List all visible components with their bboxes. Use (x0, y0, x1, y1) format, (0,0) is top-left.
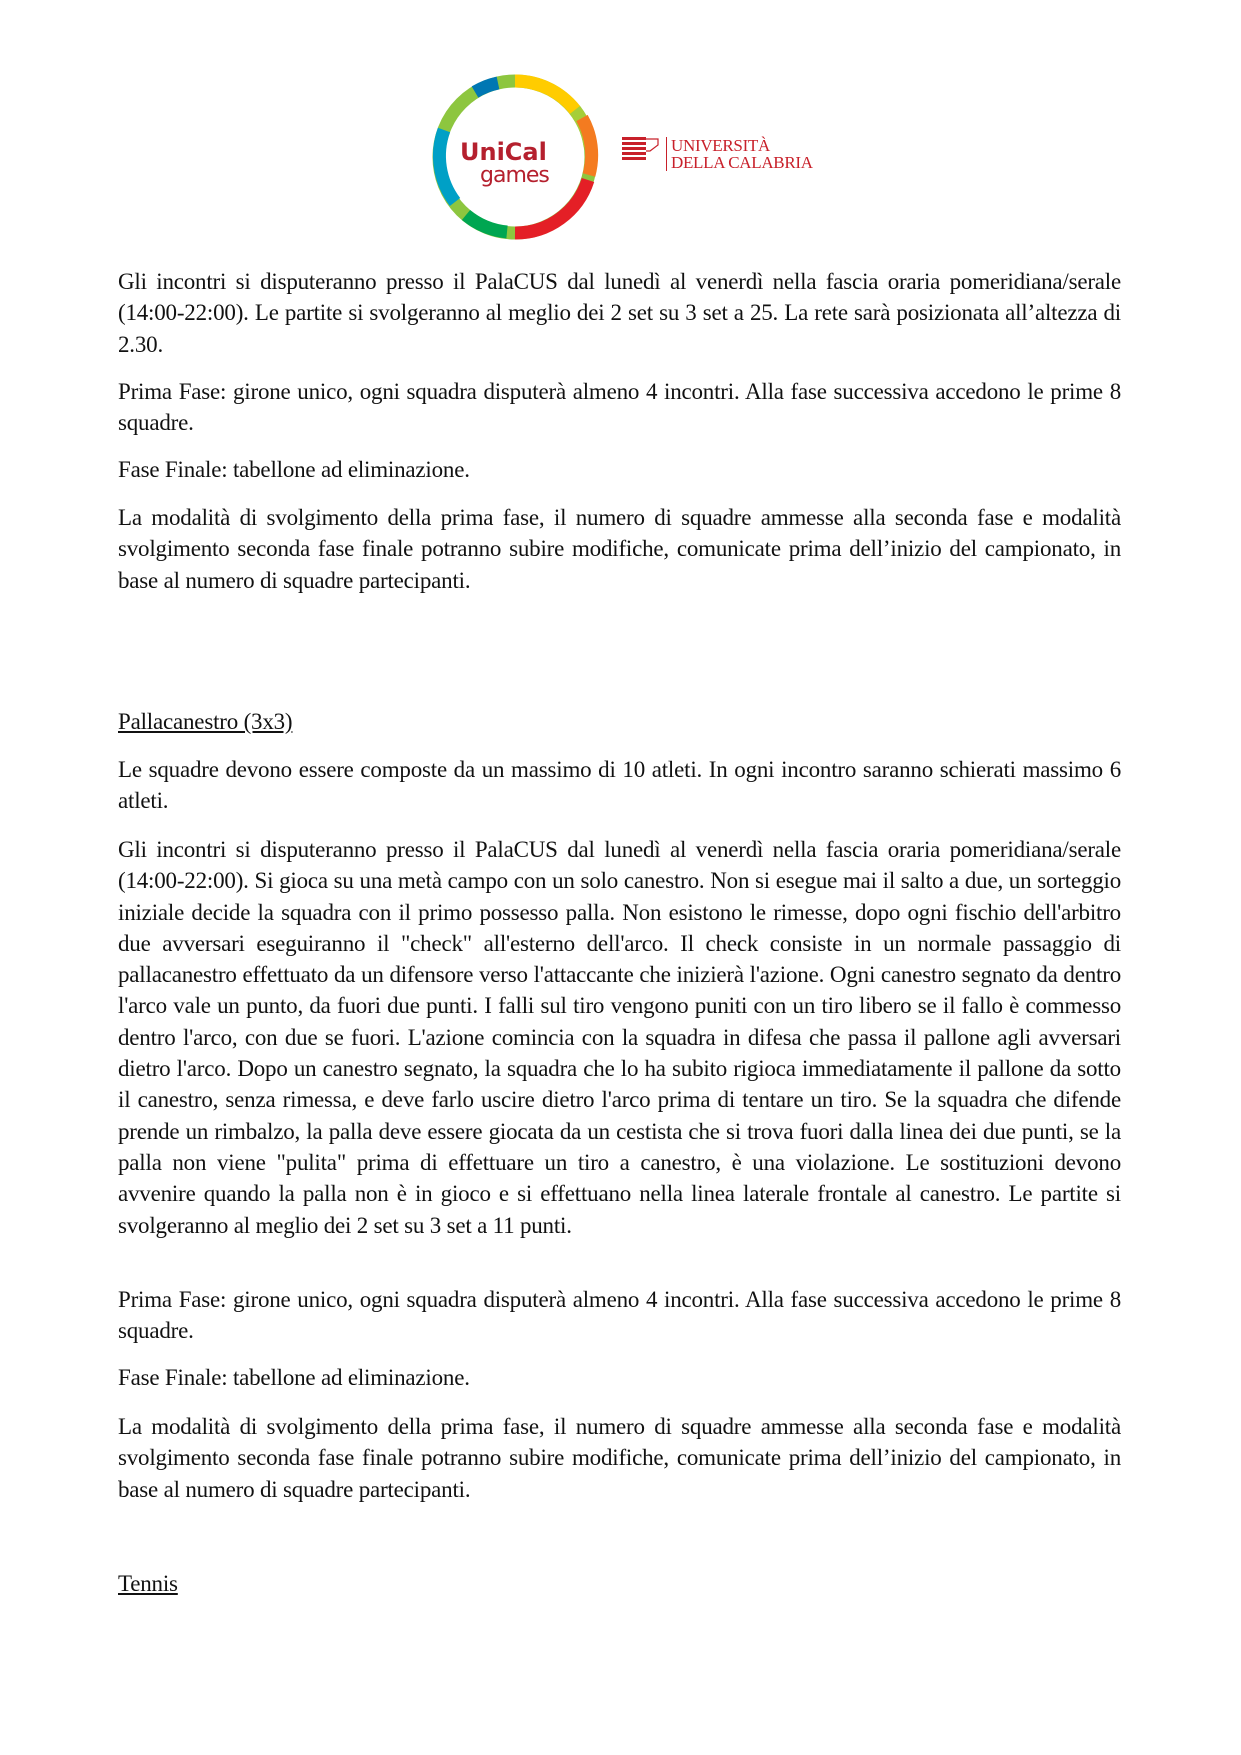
svg-text:UniCal: UniCal (460, 138, 547, 166)
university-name-line1: UNIVERSITÀ (671, 136, 770, 155)
section-heading-pallacanestro: Pallacanestro (3x3) (118, 709, 293, 734)
paragraph: Fase Finale: tabellone ad eliminazione. (118, 1365, 470, 1390)
university-name-line2: DELLA CALABRIA (671, 153, 813, 172)
paragraph: Gli incontri si disputeranno presso il PalaCUS dal lunedì al venerdì nella fascia oraria pomeridiana/serale (14:00-22:00). Le partite si svolgeranno al meglio dei 2 set su 3 set a 25. La rete sarà posizionata all’altezza di 2.30. (118, 269, 1121, 357)
university-logo (622, 135, 822, 177)
paragraph: Le squadre devono essere composte da un massimo di 10 atleti. In ogni incontro saranno schierati massimo 6 atleti. (118, 757, 1121, 814)
paragraph: La modalità di svolgimento della prima fase, il numero di squadre ammesse alla seconda fase e modalità svolgimento seconda fase finale potranno subire modifiche, comunicate prima dell’inizio del campionato, in base al numero di squadre partecipanti. (118, 505, 1121, 593)
section-heading-tennis: Tennis (118, 1571, 178, 1596)
university-emblem-icon (622, 137, 660, 163)
paragraph: Fase Finale: tabellone ad eliminazione. (118, 457, 470, 482)
paragraph: La modalità di svolgimento della prima fase, il numero di squadre ammesse alla seconda fase e modalità svolgimento seconda fase finale potranno subire modifiche, comunicate prima dell’inizio del campionato, in base al numero di squadre partecipanti. (118, 1414, 1121, 1502)
unical-games-logo (430, 72, 600, 242)
paragraph: Prima Fase: girone unico, ogni squadra disputerà almeno 4 incontri. Alla fase successiva accedono le prime 8 squadre. (118, 379, 1121, 436)
paragraph: Prima Fase: girone unico, ogni squadra disputerà almeno 4 incontri. Alla fase successiva accedono le prime 8 squadre. (118, 1287, 1121, 1344)
svg-text:games: games (480, 163, 549, 188)
paragraph: Gli incontri si disputeranno presso il PalaCUS dal lunedì al venerdì nella fascia oraria pomeridiana/serale (14:00-22:00). Si gioca su una metà campo con un solo canestro. Non si esegue mai il salto a due, un sorteggio iniziale decide la squadra con il primo possesso palla. Non esistono le rimesse, dopo ogni fischio dell'arbitro due avversari eseguiranno il "check" all'esterno dell'arco. Il check consiste in un normale passaggio di pallacanestro effettuato da un difensore verso l'attaccante che inizierà l'azione. Ogni canestro segnato da dentro l'arco vale un punto, da fuori due punti. I falli sul tiro vengono puniti con un tiro libero se il fallo è commesso dentro l'arco, con due se fuori. L'azione comincia con la squadra in difesa che passa il pallone agli avversari dietro l'arco. Dopo un canestro segnato, la squadra che lo ha subito rigioca immediatamente il pallone da sotto il canestro, senza rimessa, e deve farlo uscire dietro l'arco prima di tentare un tiro. Se la squadra che difende prende un rimbalzo, la palla deve essere giocata da un cestista che si trova fuori dalla linea dei due punti, se la palla non viene "pulita" prima di effettuare un tiro a canestro, è una violazione. Le sostituzioni devono avvenire quando la palla non è in gioco e si effettuano nella linea laterale frontale al canestro. Le partite si svolgeranno al meglio dei 2 set su 3 set a 11 punti. (118, 837, 1121, 1238)
